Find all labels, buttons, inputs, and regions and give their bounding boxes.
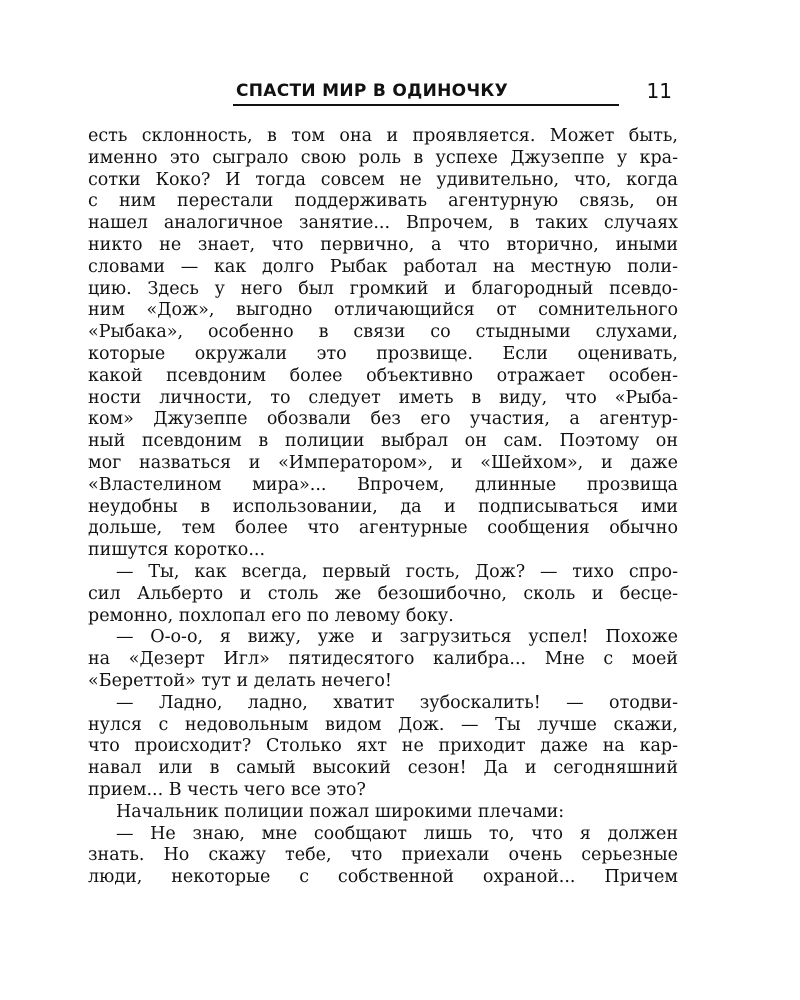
text-line: ним «Дож», выгодно отличающийся от сомнительного <box>88 300 678 321</box>
text-line: есть склонность, в том она и проявляется. Может быть, <box>88 126 678 146</box>
text-line: «Береттой» тут и делать нечего! <box>88 670 392 691</box>
text-line: именно это сыграло свою роль в успехе Джузеппе у кра- <box>88 147 678 168</box>
text-line: с ним перестали поддерживать агентурную связь, он <box>88 191 678 212</box>
text-line: Начальник полиции пожал широкими плечами: <box>116 801 565 822</box>
text-line: дольше, тем более что агентурные сообщения обычно <box>88 518 678 539</box>
text-line: никто не знает, что первично, а что вторично, иными <box>88 234 678 255</box>
text-line: — Ладно, ладно, хватит зубоскалить! — отодви- <box>116 692 678 713</box>
text-line: какой псевдоним более объективно отражает особен- <box>88 365 678 386</box>
page-number: 11 <box>646 79 672 103</box>
text-line: ности личности, то следует иметь в виду, что «Рыба- <box>88 387 678 408</box>
header-underline <box>233 104 619 106</box>
text-line: ный псевдоним в полиции выбрал он сам. Поэтому он <box>88 431 678 452</box>
text-line: знать. Но скажу тебе, что приехали очень серьезные <box>88 845 678 866</box>
text-line: люди, некоторые с собственной охраной... Причем <box>88 867 678 888</box>
running-title: СПАСТИ МИР В ОДИНОЧКУ <box>236 81 509 101</box>
body-text <box>88 126 678 889</box>
text-line: ком» Джузеппе обозвали без его участия, а агентур- <box>88 409 678 430</box>
text-line: цию. Здесь у него был громкий и благородный псевдо- <box>88 278 678 299</box>
text-line: на «Дезерт Игл» пятидесятого калибра... Мне с моей <box>88 649 678 670</box>
text-line: прием... В честь чего все это? <box>88 779 366 800</box>
text-line: ремонно, похлопал его по левому боку. <box>88 605 454 626</box>
text-line: — Ты, как всегда, первый гость, Дож? — тихо спро- <box>116 561 678 582</box>
text-line: — Не знаю, мне сообщают лишь то, что я должен <box>116 823 678 844</box>
text-line: нашел аналогичное занятие... Впрочем, в таких случаях <box>88 213 678 234</box>
text-line: неудобны в использовании, да и подписываться ими <box>88 496 678 517</box>
running-header <box>88 80 678 106</box>
text-line: что происходит? Столько яхт не приходит даже на кар- <box>88 736 678 757</box>
text-line: «Рыбака», особенно в связи со стыдными слухами, <box>88 322 678 343</box>
text-line: словами — как долго Рыбак работал на местную поли- <box>88 256 678 277</box>
text-line: — О-о-о, я вижу, уже и загрузиться успел! Похоже <box>116 627 678 648</box>
text-line: навал или в самый высокий сезон! Да и сегодняшний <box>88 758 678 779</box>
text-line: мог назваться и «Императором», и «Шейхом», и даже <box>88 452 678 473</box>
text-line: нулся с недовольным видом Дож. — Ты лучше скажи, <box>88 714 678 735</box>
text-line: сотки Коко? И тогда совсем не удивительно, что, когда <box>88 169 678 190</box>
text-line: пишутся коротко... <box>88 540 266 561</box>
text-line: которые окружали это прозвище. Если оценивать, <box>88 343 678 364</box>
text-line: «Властелином мира»... Впрочем, длинные прозвища <box>88 474 678 495</box>
text-line: сил Альберто и столь же безошибочно, сколь и бесце- <box>88 583 678 604</box>
